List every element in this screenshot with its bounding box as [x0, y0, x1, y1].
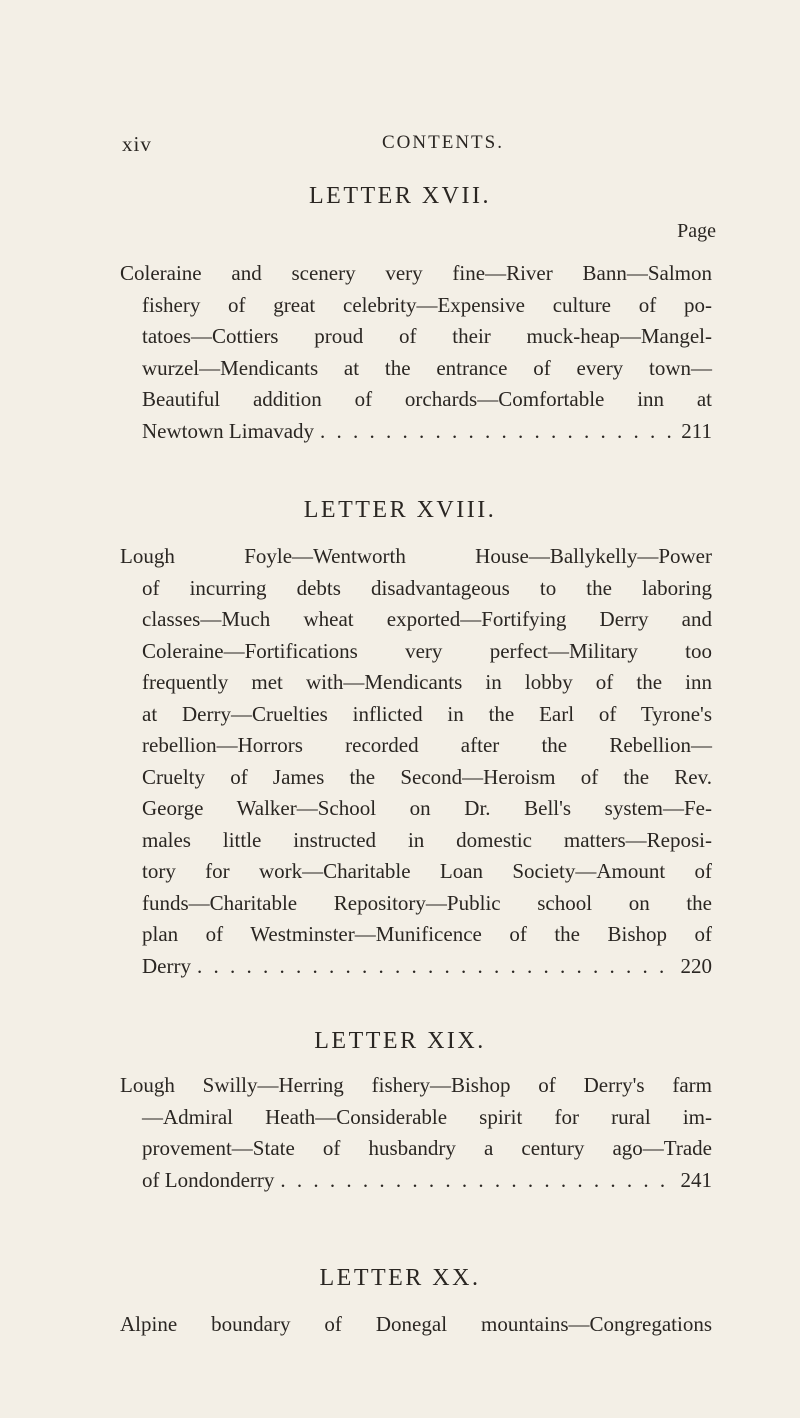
- summary-line: tory for work—Charitable Loan Society—Amount of: [142, 859, 712, 883]
- summary-line: Coleraine and scenery very fine—River Bann—Salmon: [120, 261, 712, 285]
- summary-line: males little instructed in domestic matters—Reposi-: [142, 827, 712, 852]
- summary-line: Lough Swilly—Herring fishery—Bishop of Derry's farm: [120, 1073, 712, 1097]
- summary-line: —Admiral Heath—Considerable spirit for rural im-: [142, 1104, 712, 1129]
- summary-line: Lough Foyle—Wentworth House—Ballykelly—Power: [120, 544, 712, 568]
- summary-line: Coleraine—Fortifications very perfect—Military too: [142, 638, 712, 663]
- page-reference: 241: [680, 1167, 712, 1192]
- summary-line: tatoes—Cottiers proud of their muck-heap—Mangel-: [142, 324, 712, 348]
- letter-18-summary: [120, 541, 712, 982]
- page-reference: 220: [680, 953, 712, 978]
- summary-last-line: [120, 416, 712, 448]
- page-column-label: Page: [677, 220, 716, 242]
- summary-line: wurzel—Mendicants at the entrance of every town—: [142, 355, 712, 380]
- summary-line: rebellion—Horrors recorded after the Rebellion—: [142, 733, 712, 757]
- summary-line: plan of Westminster—Munificence of the Bishop of: [142, 922, 712, 946]
- summary-line: Newtown Limavady: [142, 418, 315, 443]
- letter-heading-20: LETTER XX.: [319, 1265, 481, 1291]
- dot-leader: [280, 1165, 674, 1197]
- letter-heading-19: LETTER XIX.: [314, 1028, 486, 1054]
- summary-line: Beautiful addition of orchards—Comfortable inn at: [142, 387, 712, 411]
- summary-line: funds—Charitable Repository—Public school on the: [142, 890, 712, 915]
- dot-leader: [320, 416, 675, 448]
- summary-line: George Walker—School on Dr. Bell's system—Fe-: [142, 796, 712, 820]
- summary-line: fishery of great celebrity—Expensive culture of po-: [142, 292, 712, 317]
- page-reference: 211: [681, 418, 712, 443]
- summary-last-line: [120, 951, 712, 983]
- summary-last-line: [120, 1165, 712, 1197]
- summary-line: classes—Much wheat exported—Fortifying Derry and: [142, 607, 712, 631]
- letter-20-summary: [120, 1309, 712, 1341]
- summary-line: provement—State of husbandry a century ago—Trade: [142, 1136, 712, 1160]
- summary-line: of incurring debts disadvantageous to the laboring: [142, 575, 712, 600]
- summary-line: of Londonderry: [142, 1167, 275, 1192]
- page-number: xiv: [122, 132, 152, 156]
- letter-17-summary: [120, 258, 712, 447]
- summary-line: Cruelty of James the Second—Heroism of the Rev.: [142, 764, 712, 789]
- page-header: [122, 132, 682, 160]
- summary-line: Derry: [142, 953, 191, 978]
- summary-line: Alpine boundary of Donegal mountains—Congregations: [120, 1312, 712, 1336]
- summary-line: frequently met with—Mendicants in lobby of the inn: [142, 670, 712, 694]
- running-title: CONTENTS.: [382, 132, 504, 153]
- letter-heading-18: LETTER XVIII.: [303, 497, 497, 523]
- letter-heading-17: LETTER XVII.: [309, 183, 491, 209]
- letter-19-summary: [120, 1070, 712, 1196]
- summary-line: at Derry—Cruelties inflicted in the Earl of Tyrone's: [142, 701, 712, 726]
- dot-leader: [197, 951, 675, 983]
